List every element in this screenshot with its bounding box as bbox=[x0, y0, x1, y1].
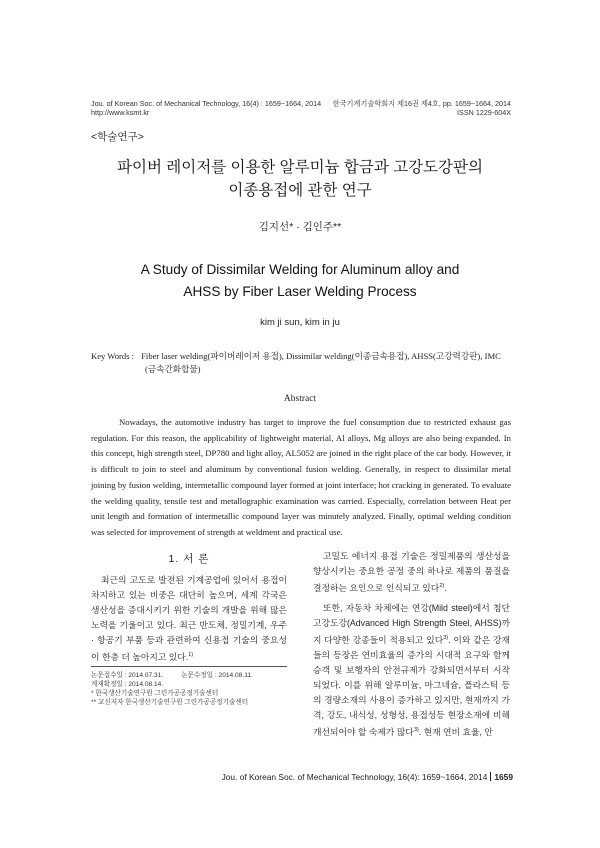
right-paragraph-2 bbox=[313, 601, 510, 740]
revised-date: 논문수정일 : 2014.08.11. bbox=[181, 672, 253, 679]
korean-authors: 김지선* · 김인주** bbox=[258, 221, 342, 233]
journal-citation-kr: 한국기계기술학회지 제16권 제4호, pp. 1659~1664, 2014 bbox=[332, 99, 511, 108]
citation-ref: 3) bbox=[443, 634, 449, 641]
running-header-left bbox=[91, 99, 321, 117]
right-paragraph-1 bbox=[313, 549, 510, 596]
accepted-date: 게재확정일 : 2014.08.14. bbox=[91, 681, 164, 688]
right-paragraph-2-cont: . 이와 같은 강재들의 등장은 연비효율의 증가의 시대적 요구와 함께 승객 및 보행자의 안전규제가 강화되면서부터 시작되었다. 이를 위해 알루미늄, 마그네슘, 플라스틱 등의 경량소재의 사용이 증가하고 있지만, 현재까지 가격, 강도, 내식성, 성형성, 용접성등 현장소재에 비해 개선되어야 할 숙제가 많다 bbox=[313, 634, 510, 737]
author2-affiliation: ** 교신저자 한국생산기술연구원 그린가공공정기술센터 bbox=[91, 699, 249, 706]
article-category: <학술연구> bbox=[91, 131, 144, 143]
journal-issn: ISSN 1229-604X bbox=[457, 108, 511, 117]
footnote-dates bbox=[91, 671, 291, 680]
intro-paragraph bbox=[91, 573, 287, 665]
english-authors: kim ji sun, kim in ju bbox=[260, 317, 340, 328]
abstract-text: Nowadays, the automotive industry has target to improve the fuel consumption due to restricted exhaust gas regulation. For this reason, the applicability of lightweight material, Al alloys, Mg alloys are also being expanded. In this concept, high strength steel, DP780 and light alloy, AL5052 are joined in the right place of the car body. However, it is difficult to join to steel and aluminum by conventional fusion welding. Generally, in respect to dissimilar metal joining by fusion welding, intermetallic compound layer formed at joint interface; hot cracking in generated. To evaluate the welding quality, tensile test and metallographic examination was carried. Especially, correlation between Heat per unit length and formation of intermetallic compound layer was minutely analyzed. Finally, optimal welding condition was selected for improvement of strength at weldment and practical use. bbox=[91, 417, 511, 537]
abstract-heading: Abstract bbox=[283, 394, 317, 404]
korean-title-line1: 파이버 레이저를 이용한 알루미늄 합금과 고강도강판의 bbox=[117, 159, 483, 176]
citation-ref: 3) bbox=[413, 726, 419, 733]
right-paragraph-1-text: 고밀도 에너지 용접 기술은 정밀제품의 생산성을 향상시키는 중요한 공정 중의 하나로 제품의 품질을 결정하는 요인으로 인식되고 있다 bbox=[313, 551, 510, 593]
left-column bbox=[91, 573, 287, 665]
english-title bbox=[0, 259, 600, 303]
english-title-line2: AHSS by Fiber Laser Welding Process bbox=[183, 284, 417, 299]
citation-ref: 2) bbox=[439, 583, 445, 589]
page-number: 1659 bbox=[494, 772, 513, 782]
intro-text: 최근의 고도로 발전된 기계공업에 있어서 용접이 차지하고 있는 비중은 대단히 높으며, 세계 각국은 생산성을 증대시키기 위한 기술의 개발을 위해 많은 노력을 기울이고 있다. 최근 반도체, 정밀기계, 우주 · 항공기 부품 등과 관련하여 신용접 기술의 중요성이 한층 더 높아지고 있다. bbox=[91, 575, 287, 662]
korean-title bbox=[0, 156, 600, 202]
right-column bbox=[313, 549, 510, 745]
right-paragraph-2-end: . 현재 연비 효율, 안 bbox=[418, 726, 493, 737]
page-footer bbox=[222, 772, 513, 782]
keywords-line1: Fiber laser welding(파이버레이저 용접), Dissimilar welding(이종금속용접), AHSS(고강력강판), IMC bbox=[141, 351, 501, 361]
journal-citation: Jou. of Korean Soc. of Mechanical Technology, 16(4) : 1659~1664, 2014 bbox=[91, 99, 322, 108]
footnotes bbox=[91, 671, 291, 707]
right-paragraph-2-text: 또한, 자동차 차체에는 연강(Mild steel)에서 첨단 고강도강(Advanced High Strength Steel, AHSS)까지 다양한 강종들이 적용되고 있다 bbox=[313, 602, 510, 645]
footer-citation: Jou. of Korean Soc. of Mechanical Technology, 16(4): 1659~1664, 2014 bbox=[221, 772, 488, 782]
keywords-block bbox=[91, 350, 521, 376]
author1-affiliation: * 한국생산기술연구원 그린가공공정기술센터 bbox=[91, 690, 219, 697]
citation-ref: 1) bbox=[188, 652, 194, 658]
korean-title-line2: 이종용접에 관한 연구 bbox=[228, 182, 372, 199]
keywords-line2: (금속간화합물) bbox=[145, 364, 201, 374]
running-header-right bbox=[333, 99, 511, 117]
keywords-label: Key Words : bbox=[91, 351, 135, 361]
received-date: 논문접수일 : 2014.07.31. bbox=[91, 672, 164, 679]
footer-separator bbox=[490, 772, 491, 781]
footnote-divider bbox=[91, 666, 287, 667]
section-heading-introduction: 1. 서 론 bbox=[168, 553, 210, 565]
english-title-line1: A Study of Dissimilar Welding for Aluminum alloy and bbox=[140, 262, 460, 277]
journal-url: http://www.ksmt.kr bbox=[91, 108, 150, 117]
right-paragraph-1-end: . bbox=[444, 582, 447, 593]
